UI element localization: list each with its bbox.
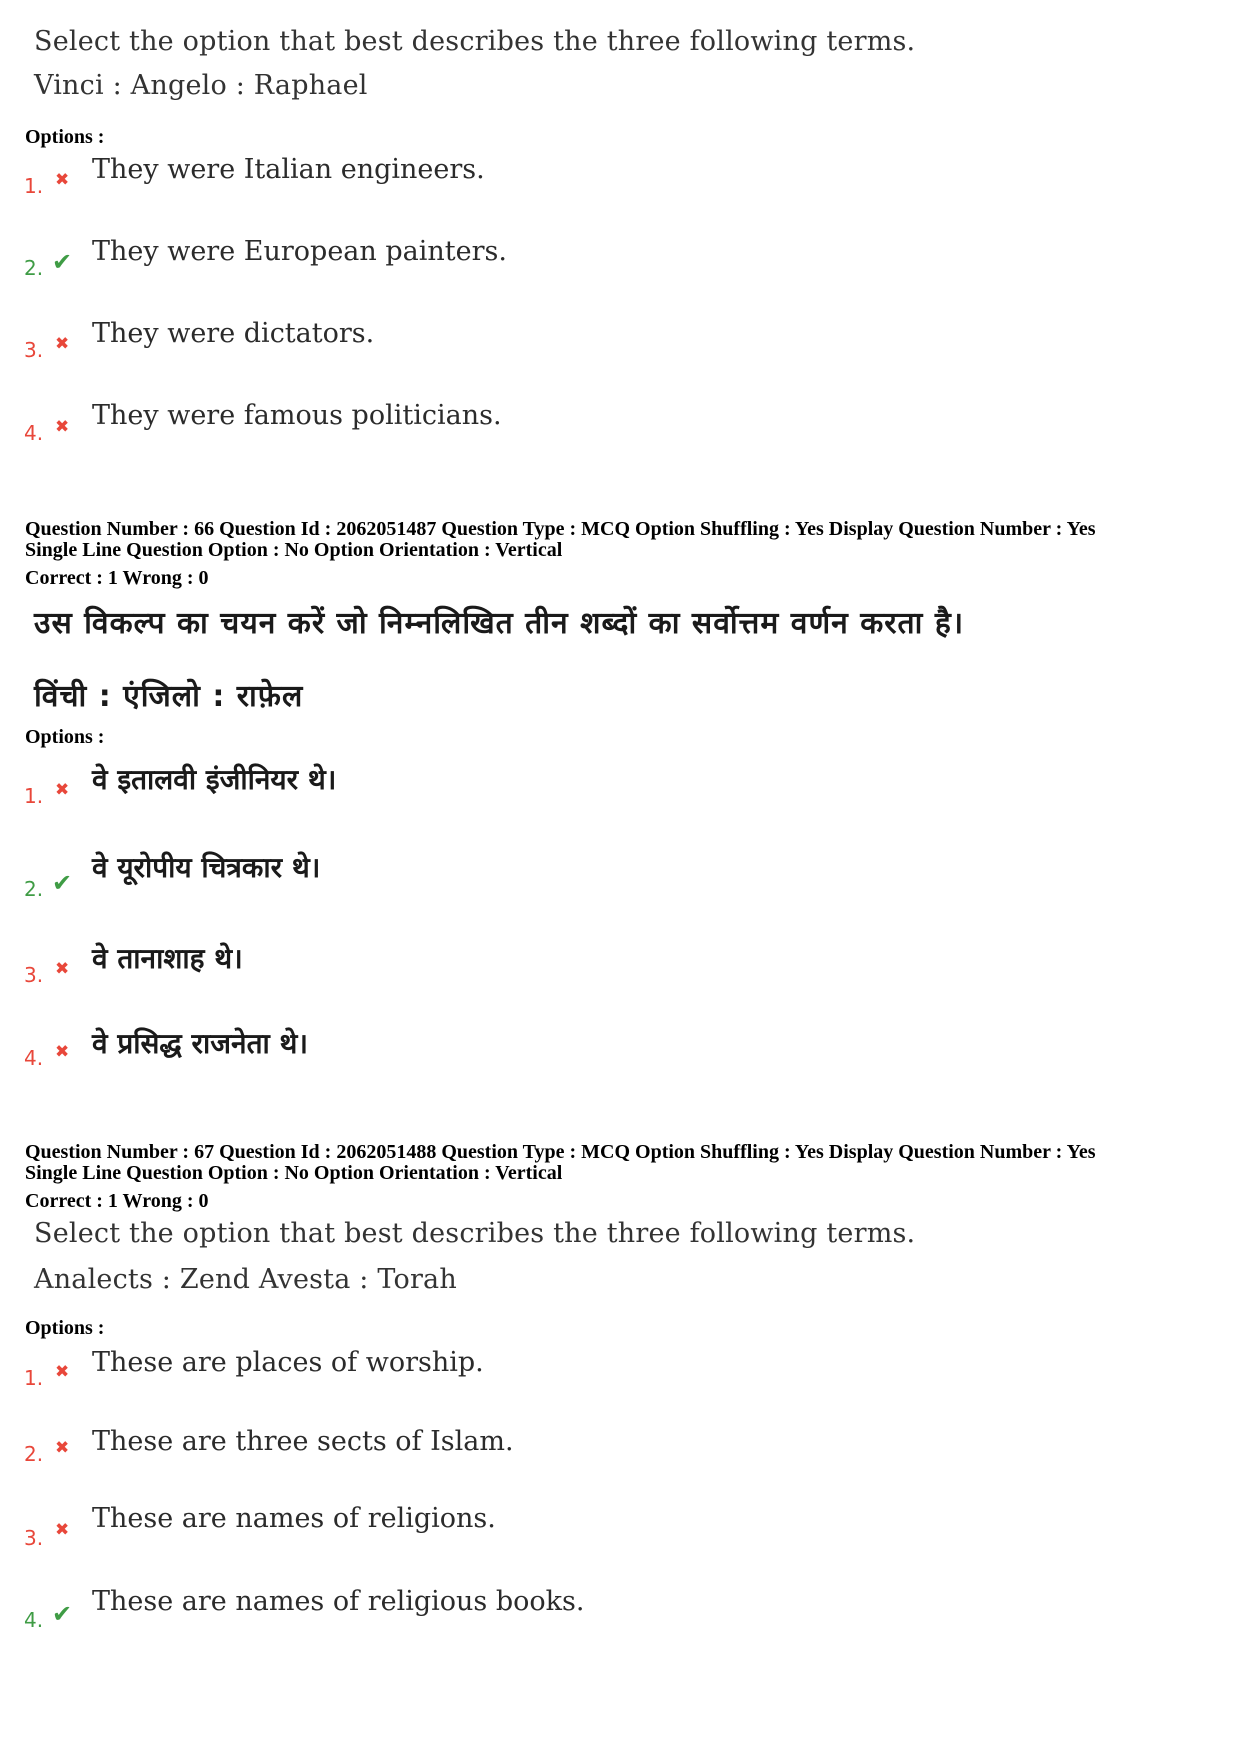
wrong-cross-icon: ✖ [55,170,70,190]
option-number: 1. [24,784,44,808]
option-text: वे प्रसिद्ध राजनेता थे। [92,1027,309,1060]
option-number: 1. [24,1366,44,1390]
wrong-cross-icon: ✖ [55,780,70,800]
wrong-cross-icon: ✖ [55,417,70,437]
option-text: They were Italian engineers. [92,154,485,185]
options-label: Options : [25,726,105,748]
wrong-cross-icon: ✖ [55,1520,70,1540]
wrong-cross-icon: ✖ [55,959,70,979]
option-number: 2. [24,877,44,901]
wrong-cross-icon: ✖ [55,1042,70,1062]
question-meta-line: Single Line Question Option : No Option Orientation : Vertical [25,1162,563,1184]
question-terms: विंची : एंजिलो : राफ़ेल [34,679,304,714]
correct-check-icon: ✔ [52,248,73,276]
option-text: They were famous politicians. [92,400,502,431]
option-text: These are places of worship. [92,1347,484,1378]
option-text: These are names of religions. [92,1503,496,1534]
option-text: वे यूरोपीय चित्रकार थे। [92,851,321,884]
wrong-cross-icon: ✖ [55,1362,70,1382]
option-number: 4. [24,421,44,445]
question-terms: Analects : Zend Avesta : Torah [34,1264,457,1295]
option-text: वे इतालवी इंजीनियर थे। [92,763,337,796]
option-number: 3. [24,963,44,987]
option-text: These are three sects of Islam. [92,1426,514,1457]
option-number: 4. [24,1608,44,1632]
marking-scheme: Correct : 1 Wrong : 0 [25,1190,209,1212]
option-number: 1. [24,174,44,198]
option-text: They were European painters. [92,236,507,267]
option-text: वे तानाशाह थे। [92,942,243,975]
question-terms: Vinci : Angelo : Raphael [34,70,368,101]
option-number: 3. [24,1526,44,1550]
question-text: उस विकल्प का चयन करें जो निम्नलिखित तीन शब्दों का सर्वोत्तम वर्णन करता है। [34,606,965,641]
options-label: Options : [25,1317,105,1339]
question-text: Select the option that best describes the three following terms. [34,26,916,57]
options-label: Options : [25,126,105,148]
option-number: 3. [24,338,44,362]
question-meta-line: Question Number : 66 Question Id : 2062051487 Question Type : MCQ Option Shuffling : Yes Display Question Number : Yes [25,518,1096,540]
correct-check-icon: ✔ [52,869,73,897]
wrong-cross-icon: ✖ [55,334,70,354]
option-number: 2. [24,256,44,280]
option-text: These are names of religious books. [92,1586,585,1617]
question-text: Select the option that best describes the three following terms. [34,1218,916,1249]
marking-scheme: Correct : 1 Wrong : 0 [25,567,209,589]
option-number: 4. [24,1046,44,1070]
question-meta-line: Single Line Question Option : No Option Orientation : Vertical [25,539,563,561]
question-meta-line: Question Number : 67 Question Id : 2062051488 Question Type : MCQ Option Shuffling : Yes Display Question Number : Yes [25,1141,1096,1163]
option-number: 2. [24,1442,44,1466]
option-text: They were dictators. [92,318,375,349]
wrong-cross-icon: ✖ [55,1438,70,1458]
correct-check-icon: ✔ [52,1600,73,1628]
